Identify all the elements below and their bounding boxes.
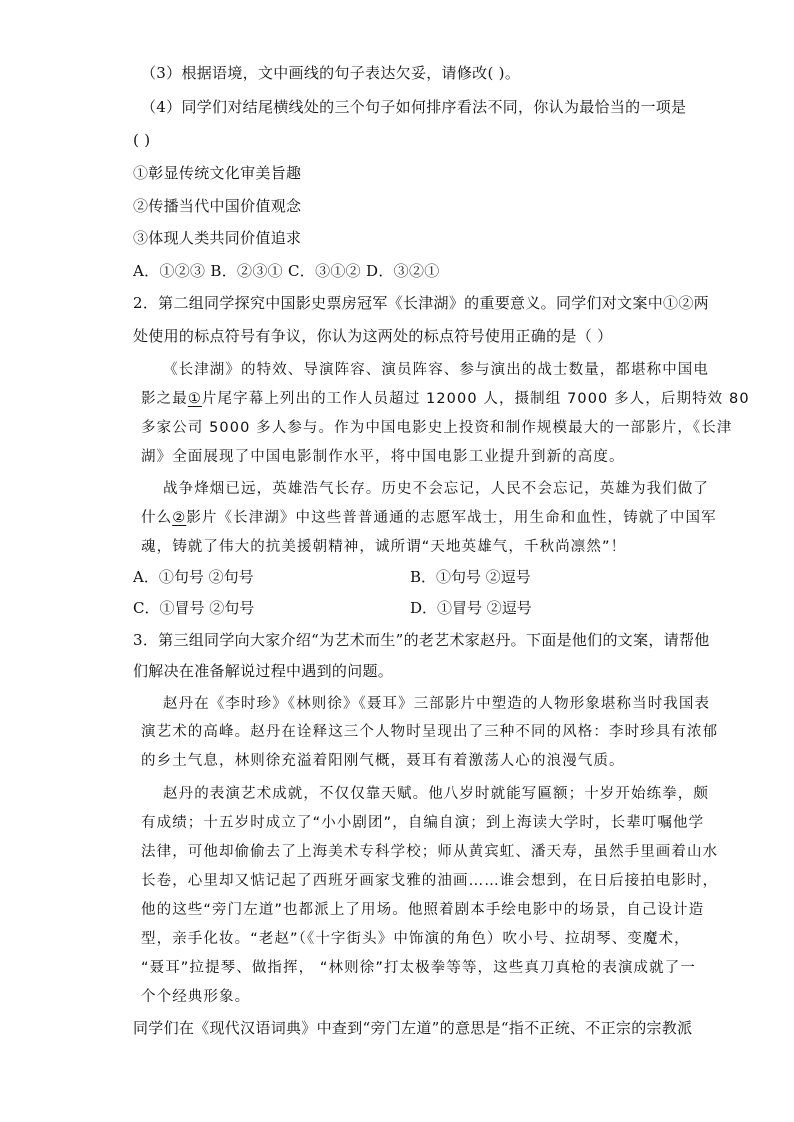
q2-passage2-line-3: 魂，铸就了伟大的抗美援朝精神，诚所谓“天地英雄气，千秋尚凛然”！ xyxy=(141,539,627,555)
q3-passage2-line-1: 赵丹的表演艺术成就，不仅仅靠天赋。他八岁时就能写匾额；十岁开始练拳，颇 xyxy=(163,786,709,802)
q3-stem-line-1: 3．第三组同学向大家介绍“为艺术而生”的老艺术家赵丹。下面是他们的文案，请帮他 xyxy=(133,631,710,649)
q3-passage1-line-1: 赵丹在《李时珍》《林则徐》《聂耳》三部影片中塑造的人物形象堪称当时我国表 xyxy=(163,696,711,712)
q2-passage1-line-3: 多家公司 5000 多人参与。作为中国电影史上投资和制作规模最大的一部影片，《长津 xyxy=(141,420,733,436)
q3-passage2-line-3: 法律，可他却偷偷去了上海美术专科学校；师从黄宾虹、潘天寿，虽然手里画着山水 xyxy=(141,844,719,860)
q2-passage2-text-a: 什么 xyxy=(141,510,173,526)
q2-passage1-line-1: 《长津湖》的特效、导演阵容、演员阵容、参与演出的战士数量，都堪称中国电 xyxy=(163,362,709,378)
q3-passage2-line-2: 有成绩；十五岁时成立了“小小剧团”，自编自演；到上海读大学时，长辈叮嘱他学 xyxy=(141,815,705,831)
q3-passage1-line-3: 的乡土气息，林则徐充溢着阳刚气概，聂耳有着激荡人心的浪漫气质。 xyxy=(141,753,625,769)
q2-option-d: D．①冒号 ②逗号 xyxy=(410,599,532,617)
q3-passage2-line-6: 型，亲手化妆。“老赵”（《十字街头》中饰演的角色）吹小号、拉胡琴、变魔术， xyxy=(141,931,690,947)
q3-passage2-line-8: 个个经典形象。 xyxy=(141,989,251,1005)
q2-passage2-text-b: 影片《长津湖》中这些普普通通的志愿军战士，用生命和血性，铸就了中国军 xyxy=(186,510,717,526)
q1-item-1: ①彰显传统文化审美旨趣 xyxy=(133,164,302,182)
q3-passage2-line-7: “聂耳”拉提琴、做指挥， “林则徐”打太极拳等等，这些真刀真枪的表演成就了一 xyxy=(141,960,696,976)
q2-passage1-line-2 xyxy=(141,389,750,409)
q1-sub4-answer-blank: ( ) xyxy=(133,131,151,149)
q2-option-a: A．①句号 ②句号 xyxy=(133,568,254,586)
q3-stem-line-2: 们解决在准备解说过程中遇到的问题。 xyxy=(133,662,394,680)
q2-stem-line-1: 2．第二组同学探究中国影史票房冠军《长津湖》的重要意义。同学们对文案中①②两 xyxy=(133,294,709,312)
q2-option-b: B．①句号 ②逗号 xyxy=(410,568,531,586)
q2-passage2-line-2 xyxy=(141,508,717,528)
q1-item-2: ②传播当代中国价值观念 xyxy=(133,197,302,215)
q3-passage1-line-2: 演艺术的高峰。赵丹在诠释这三个人物时呈现出了三种不同的风格：李时珍具有浓郁 xyxy=(141,724,719,740)
q2-mark-1: ① xyxy=(187,391,202,407)
q2-option-c: C．①冒号 ②句号 xyxy=(133,599,255,617)
q2-passage1-line-4: 湖》全面展现了中国电影制作水平，将中国电影工业提升到新的高度。 xyxy=(141,449,625,465)
q2-stem-line-2: 处使用的标点符号有争议，你认为这两处的标点符号使用正确的是（ ） xyxy=(133,327,613,345)
q3-followup-text: 同学们在《现代汉语词典》中查到“旁门左道”的意思是“指不正统、不正宗的宗教派 xyxy=(133,1019,693,1037)
q2-passage2-line-1: 战争烽烟已远，英雄浩气长存。历史不会忘记，人民不会忘记，英雄为我们做了 xyxy=(163,481,709,497)
q2-passage1-text-a: 影之最 xyxy=(141,391,188,407)
q3-passage2-line-4: 长卷，心里却又惦记起了西班牙画家戈雅的油画……谁会想到，在日后接拍电影时， xyxy=(141,873,719,889)
q1-sub3-text: （3）根据语境，文中画线的句子表达欠妥，请修改( )。 xyxy=(141,64,521,82)
q1-options: A．①②③ B．②③① C．③①② D．③②① xyxy=(133,262,440,280)
q3-passage2-line-5: 他的这些“旁门左道”也都派上了用场。他照着剧本手绘电影中的场景，自己设计造 xyxy=(141,902,705,918)
q2-mark-2: ② xyxy=(172,510,187,526)
q2-passage1-text-b: 片尾字幕上列出的工作人员超过 12000 人，摄制组 7000 多人，后期特效 80 xyxy=(201,391,750,407)
q1-sub4-text: （4）同学们对结尾横线处的三个句子如何排序看法不同，你认为最恰当的一项是 xyxy=(141,98,687,116)
q1-item-3: ③体现人类共同价值追求 xyxy=(133,229,302,247)
